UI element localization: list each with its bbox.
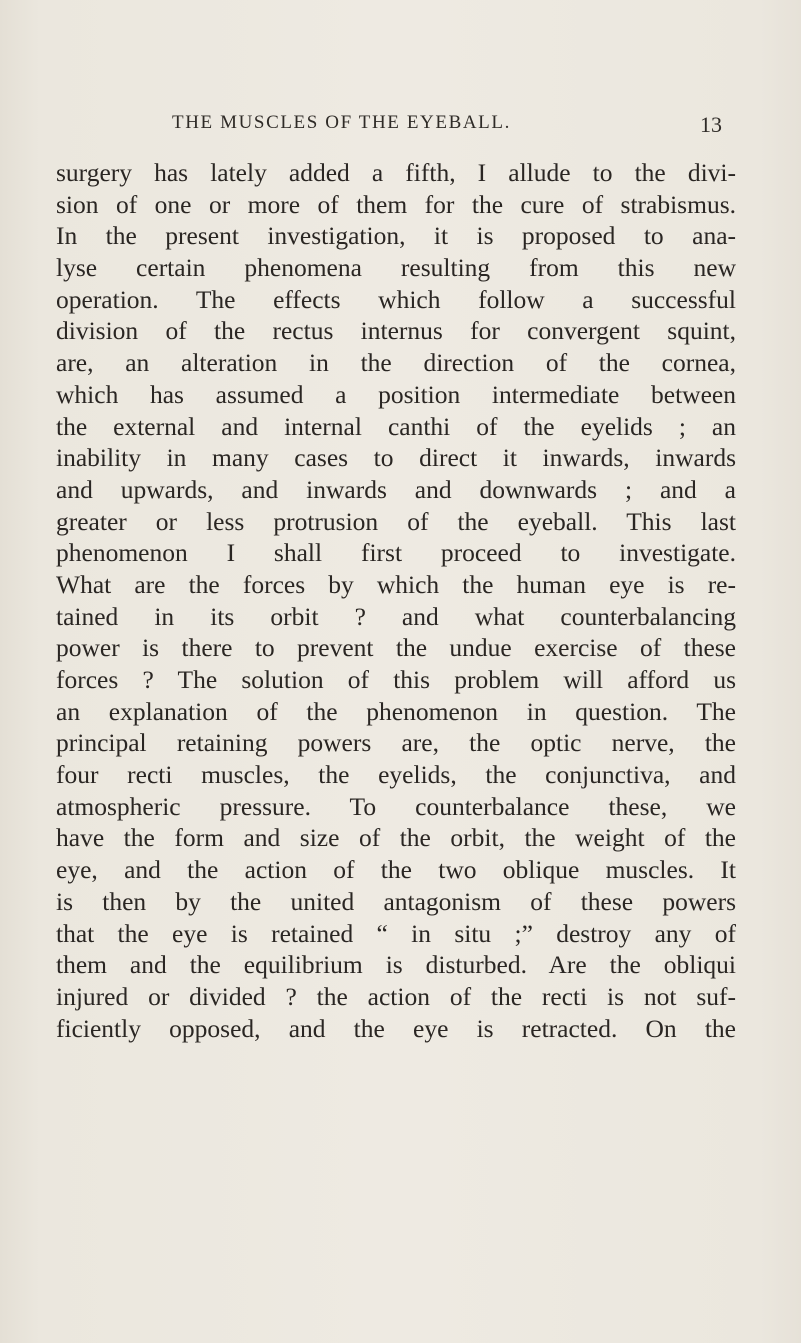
text-line: principal retaining powers are, the optic nerve, the xyxy=(56,728,736,758)
text-line: which has assumed a position intermediate between xyxy=(56,379,736,409)
text-line: injured or divided ? the action of the recti is not suf- xyxy=(56,981,736,1011)
text-line: division of the rectus internus for convergent squint, xyxy=(56,316,736,346)
text-line: In the present investigation, it is proposed to ana- xyxy=(56,221,736,251)
text-line: tained in its orbit ? and what counterbalancing xyxy=(56,601,736,631)
text-line: forces ? The solution of this problem will afford us xyxy=(56,665,736,694)
text-line: have the form and size of the orbit, the weight of the xyxy=(56,823,736,853)
text-line: are, an alteration in the direction of the cornea, xyxy=(56,348,736,378)
text-line: lyse certain phenomena resulting from this new xyxy=(56,253,736,283)
running-head xyxy=(172,112,722,142)
text-line: operation. The effects which follow a successful xyxy=(56,284,736,314)
text-line: them and the equilibrium is disturbed. Are the obliqui xyxy=(56,950,736,980)
text-line: atmospheric pressure. To counterbalance these, we xyxy=(56,791,736,821)
page-number: 13 xyxy=(700,112,722,137)
text-line: an explanation of the phenomenon in question. The xyxy=(56,696,736,726)
text-line: inability in many cases to direct it inwards, inwards xyxy=(56,443,736,473)
text-line: ficiently opposed, and the eye is retracted. On the xyxy=(56,1013,736,1043)
text-line: phenomenon I shall first proceed to investigate. xyxy=(56,538,736,568)
text-line: and upwards, and inwards and downwards ; and a xyxy=(56,474,736,504)
text-line: is then by the united antagonism of these powers xyxy=(56,886,736,916)
text-line: the external and internal canthi of the eyelids ; an xyxy=(56,411,736,441)
text-line: that the eye is retained “ in situ ;” destroy any of xyxy=(56,918,736,948)
text-line: eye, and the action of the two oblique muscles. It xyxy=(56,855,736,885)
text-line: What are the forces by which the human eye is re- xyxy=(56,569,736,599)
text-line: four recti muscles, the eyelids, the conjunctiva, and xyxy=(56,760,736,790)
text-line: power is there to prevent the undue exercise of these xyxy=(56,633,736,663)
body-text xyxy=(56,157,736,1044)
text-line: greater or less protrusion of the eyeball. This last xyxy=(56,506,736,536)
text-line: surgery has lately added a fifth, I allude to the divi- xyxy=(56,158,736,187)
text-line: sion of one or more of them for the cure of strabismus. xyxy=(56,189,736,219)
running-title: THE MUSCLES OF THE EYEBALL. xyxy=(172,112,511,133)
